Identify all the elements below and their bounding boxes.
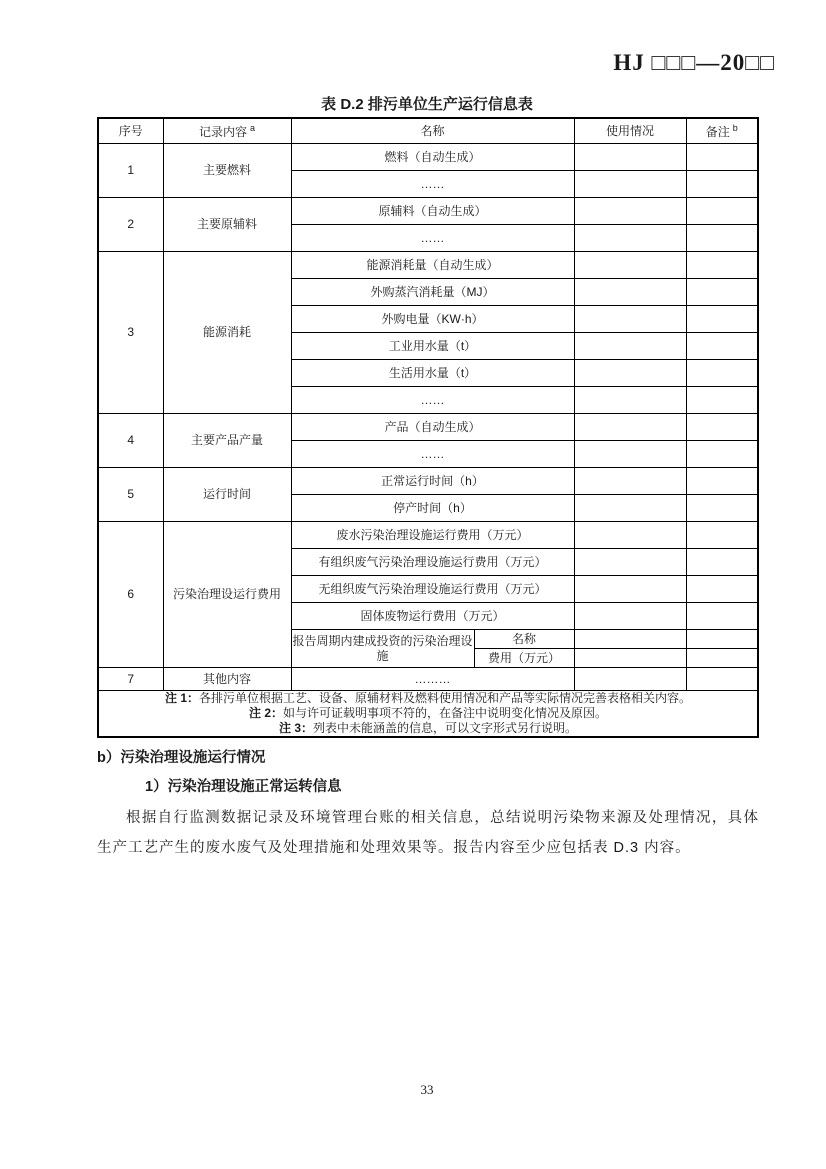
table-row <box>98 198 758 225</box>
name-cell: 有组织废气污染治理设施运行费用（万元） <box>291 549 574 576</box>
name-cell: …… <box>291 225 574 252</box>
remark-cell <box>686 144 758 171</box>
remark-cell <box>686 441 758 468</box>
table-notes <box>98 691 758 738</box>
name-split-right-cell: 费用（万元） <box>474 649 574 668</box>
usage-cell <box>574 279 686 306</box>
remark-cell <box>686 225 758 252</box>
seq-cell: 7 <box>98 668 163 691</box>
note-3: 注 3：列表中未能涵盖的信息，可以文字形式另行说明。 <box>278 721 578 735</box>
table-notes-row <box>98 691 758 738</box>
col-header-name: 名称 <box>291 118 574 144</box>
usage-cell <box>574 198 686 225</box>
usage-cell <box>574 225 686 252</box>
remark-cell <box>686 252 758 279</box>
table-title: 表 D.2 排污单位生产运行信息表 <box>321 96 533 113</box>
record-cell: 主要燃料 <box>163 144 291 198</box>
table-row <box>98 468 758 495</box>
production-info-table <box>97 117 759 738</box>
name-cell: 停产时间（h） <box>291 495 574 522</box>
standard-code: HJ □□□—20□□ <box>613 50 775 75</box>
name-split-right-cell: 名称 <box>474 630 574 649</box>
usage-cell <box>574 144 686 171</box>
usage-cell <box>574 414 686 441</box>
table-row <box>98 252 758 279</box>
remark-cell <box>686 360 758 387</box>
note-2: 注 2：如与许可证载明事项不符的，在备注中说明变化情况及原因。 <box>248 706 608 720</box>
record-cell: 能源消耗 <box>163 252 291 414</box>
name-split-left-cell: 报告周期内建成投资的污染治理设施 <box>291 630 474 668</box>
remark-cell <box>686 522 758 549</box>
name-cell: ……… <box>291 668 574 691</box>
usage-cell <box>574 306 686 333</box>
remark-cell <box>686 387 758 414</box>
table-row <box>98 414 758 441</box>
name-cell: 燃料（自动生成） <box>291 144 574 171</box>
remark-cell <box>686 649 758 668</box>
remark-cell <box>686 171 758 198</box>
remark-cell <box>686 468 758 495</box>
remark-cell <box>686 603 758 630</box>
name-cell: 能源消耗量（自动生成） <box>291 252 574 279</box>
page-number: 33 <box>420 1082 434 1097</box>
seq-cell: 5 <box>98 468 163 522</box>
usage-cell <box>574 387 686 414</box>
table-header-row <box>98 118 758 144</box>
seq-cell: 3 <box>98 252 163 414</box>
record-cell: 其他内容 <box>163 668 291 691</box>
usage-cell <box>574 360 686 387</box>
remark-cell <box>686 279 758 306</box>
remark-cell <box>686 668 758 691</box>
section-heading-1: 1）污染治理设施正常运转信息 <box>145 779 342 795</box>
name-cell: …… <box>291 441 574 468</box>
table-row <box>98 144 758 171</box>
remark-cell <box>686 306 758 333</box>
name-cell: 固体废物运行费用（万元） <box>291 603 574 630</box>
name-cell: 生活用水量（t） <box>291 360 574 387</box>
usage-cell <box>574 649 686 668</box>
usage-cell <box>574 549 686 576</box>
section-paragraph: 根据自行监测数据记录及环境管理台账的相关信息，总结说明污染物来源及处理情况，具体生产工艺产生的废水废气及处理措施和处理效果等。报告内容至少应包括表 D.3 内容。 <box>97 810 759 856</box>
usage-cell <box>574 668 686 691</box>
remark-cell <box>686 333 758 360</box>
section-heading-b: b）污染治理设施运行情况 <box>97 750 266 766</box>
remark-cell <box>686 495 758 522</box>
name-cell: 工业用水量（t） <box>291 333 574 360</box>
name-cell: 无组织废气污染治理设施运行费用（万元） <box>291 576 574 603</box>
seq-cell: 4 <box>98 414 163 468</box>
name-cell: …… <box>291 171 574 198</box>
remark-cell <box>686 576 758 603</box>
name-cell: …… <box>291 387 574 414</box>
name-cell: 原辅料（自动生成） <box>291 198 574 225</box>
col-header-seq: 序号 <box>98 118 163 144</box>
name-cell: 废水污染治理设施运行费用（万元） <box>291 522 574 549</box>
record-cell: 主要产品产量 <box>163 414 291 468</box>
col-header-remark: 备注 $^b$ <box>686 118 758 144</box>
remark-cell <box>686 198 758 225</box>
name-cell: 正常运行时间（h） <box>291 468 574 495</box>
record-cell: 主要原辅料 <box>163 198 291 252</box>
usage-cell <box>574 252 686 279</box>
col-header-usage: 使用情况 <box>574 118 686 144</box>
seq-cell: 6 <box>98 522 163 668</box>
note-1: 注 1：各排污单位根据工艺、设备、原辅材料及燃料使用情况和产品等实际情况完善表格相关内容。 <box>164 691 692 705</box>
remark-cell <box>686 630 758 649</box>
usage-cell <box>574 630 686 649</box>
usage-cell <box>574 171 686 198</box>
seq-cell: 2 <box>98 198 163 252</box>
usage-cell <box>574 468 686 495</box>
record-cell: 污染治理设运行费用 <box>163 522 291 668</box>
remark-cell <box>686 414 758 441</box>
remark-cell <box>686 549 758 576</box>
usage-cell <box>574 495 686 522</box>
record-cell: 运行时间 <box>163 468 291 522</box>
seq-cell: 1 <box>98 144 163 198</box>
usage-cell <box>574 522 686 549</box>
section-b <box>97 746 759 863</box>
name-cell: 产品（自动生成） <box>291 414 574 441</box>
table-row <box>98 668 758 691</box>
usage-cell <box>574 333 686 360</box>
usage-cell <box>574 603 686 630</box>
usage-cell <box>574 441 686 468</box>
table-row <box>98 522 758 549</box>
name-cell: 外购蒸汽消耗量（MJ） <box>291 279 574 306</box>
name-cell: 外购电量（KW·h） <box>291 306 574 333</box>
col-header-record: 记录内容 $^a$ <box>163 118 291 144</box>
usage-cell <box>574 576 686 603</box>
